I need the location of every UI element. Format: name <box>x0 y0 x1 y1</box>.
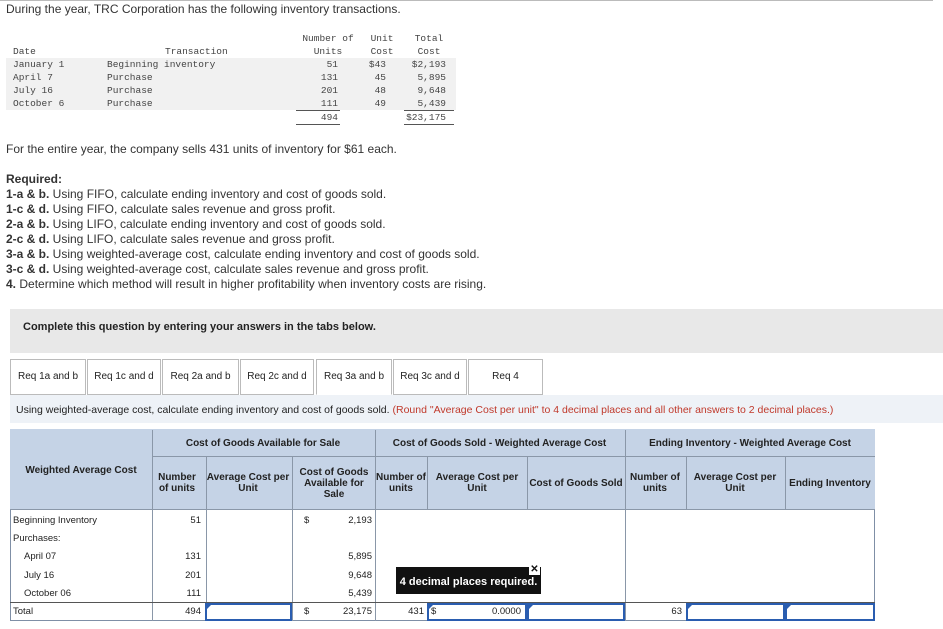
required-item-text: Using LIFO, calculate ending inventory and cost of goods sold. <box>49 217 386 231</box>
close-icon[interactable]: ✕ <box>530 564 539 575</box>
end-inventory-input[interactable] <box>785 603 875 621</box>
beginning-units: 51 <box>190 515 201 526</box>
grid-line <box>427 456 428 509</box>
required-list <box>6 187 486 292</box>
units-header-1: Number of <box>302 33 354 44</box>
transactions-table <box>0 0 943 130</box>
label-july: July 16 <box>24 570 55 581</box>
sold-dollar: $ <box>431 606 437 617</box>
grid-line <box>375 430 376 621</box>
october-units: 111 <box>186 588 201 599</box>
group-ending: Ending Inventory - Weighted Average Cost <box>649 437 851 449</box>
instruction-main: Using weighted-average cost, calculate ending inventory and cost of goods sold. <box>16 404 390 416</box>
row-unit-cost: 49 <box>374 98 386 109</box>
row-unit-cost: $43 <box>368 59 386 70</box>
col-number-of-units: Number of units <box>158 472 196 494</box>
input-flag <box>429 605 433 609</box>
required-item <box>6 187 486 202</box>
required-item-label: 2-a & b. <box>6 217 50 231</box>
row-total-cost: 5,895 <box>417 72 446 83</box>
required-item-label: 3-a & b. <box>6 247 50 261</box>
grid-line <box>152 456 875 457</box>
row-total-cost: $2,193 <box>411 59 446 70</box>
label-total: Total <box>13 606 34 617</box>
row-date: July 16 <box>13 85 53 96</box>
group-sold: Cost of Goods Sold - Weighted Average Cost <box>392 437 607 449</box>
total-cost-header-1: Total <box>414 33 444 44</box>
decimal-tooltip: 4 decimal places required. <box>396 567 541 594</box>
col-sold-number: Number of units <box>376 472 426 494</box>
label-beginning: Beginning Inventory <box>13 515 97 526</box>
instruction-text <box>16 404 833 416</box>
end-units-cell: 63 <box>671 606 682 617</box>
instruction-note: (Round "Average Cost per unit" to 4 decimal places and all other answers to 2 decimal places.) <box>392 404 834 416</box>
total-avg-cost-input[interactable] <box>205 603 292 621</box>
transaction-header: Transaction <box>165 46 228 57</box>
row-header: Weighted Average Cost <box>25 464 137 476</box>
label-october: October 06 <box>24 588 71 599</box>
tab-req-3a-b[interactable]: Req 3a and b <box>316 359 392 395</box>
required-item <box>6 217 486 232</box>
date-header: Date <box>13 46 36 57</box>
tab-req-2a-b[interactable]: Req 2a and b <box>162 359 239 395</box>
row-transaction: Purchase <box>107 85 153 96</box>
required-item <box>6 202 486 217</box>
required-item-text: Using FIFO, calculate sales revenue and gross profit. <box>49 202 336 216</box>
row-units: 111 <box>320 98 338 109</box>
col-sold-avg: Average Cost per Unit <box>435 472 519 494</box>
row-units: 51 <box>326 59 338 70</box>
required-item <box>6 247 486 262</box>
group-available: Cost of Goods Available for Sale <box>185 437 341 449</box>
total-dollar: $ <box>304 606 310 617</box>
label-purchases: Purchases: <box>13 533 61 544</box>
grid-line <box>292 456 293 621</box>
end-avg-cost-input[interactable] <box>686 603 785 621</box>
required-item-text: Using weighted-average cost, calculate sales revenue and gross profit. <box>49 262 429 276</box>
row-transaction: Purchase <box>107 72 153 83</box>
tab-req-2c-d[interactable]: Req 2c and d <box>240 359 314 395</box>
col-cogs: Cost of Goods Sold <box>529 477 623 489</box>
total-cost-header-2: Cost <box>417 46 441 57</box>
sold-avg-cost-input[interactable] <box>427 603 527 621</box>
row-units: 201 <box>320 85 338 96</box>
input-flag <box>529 605 533 609</box>
units-header-2: Units <box>313 46 343 57</box>
col-cogas: Cost of Goods Available for Sale <box>299 466 369 500</box>
total-cogas: 23,175 <box>342 606 372 617</box>
required-item-label: 2-c & d. <box>6 232 50 246</box>
cogs-input[interactable] <box>527 603 625 621</box>
unit-cost-header-2: Cost <box>370 46 394 57</box>
input-flag <box>688 605 692 609</box>
row-transaction: Purchase <box>107 98 153 109</box>
total-units: 494 <box>320 112 338 123</box>
grid-line <box>785 456 786 509</box>
input-flag <box>787 605 791 609</box>
grid-line <box>10 509 875 510</box>
units-underline <box>296 110 340 111</box>
tab-req-4[interactable]: Req 4 <box>468 359 543 395</box>
col-end-inv: Ending Inventory <box>789 477 871 489</box>
intro-text: During the year, TRC Corporation has the following inventory transactions. <box>6 2 401 16</box>
row-total-cost: 5,439 <box>417 98 446 109</box>
unit-cost-header-1: Unit <box>370 33 394 44</box>
required-item-text: Determine which method will result in higher profitability when inventory costs are rising. <box>16 277 487 291</box>
row-date: January 1 <box>13 59 65 70</box>
col-end-avg: Average Cost per Unit <box>693 472 777 494</box>
required-item-text: Using LIFO, calculate sales revenue and gross profit. <box>49 232 335 246</box>
required-item <box>6 232 486 247</box>
label-april: April 07 <box>24 551 57 562</box>
required-item-label: 3-c & d. <box>6 262 50 276</box>
cost-double-underline <box>404 124 454 125</box>
tab-req-1c-d[interactable]: Req 1c and d <box>87 359 161 395</box>
sells-text: For the entire year, the company sells 431 units of inventory for $61 each. <box>6 142 397 156</box>
input-flag <box>207 605 211 609</box>
complete-instruction: Complete this question by entering your answers in the tabs below. <box>23 321 376 333</box>
row-date: April 7 <box>13 72 53 83</box>
total-cost: $23,175 <box>406 112 446 123</box>
tab-req-3c-d[interactable]: Req 3c and d <box>393 359 467 395</box>
col-avg-cost-per-unit: Average Cost per Unit <box>206 472 290 494</box>
sold-units-cell: 431 <box>408 606 424 617</box>
sold-avg-value: 0.0000 <box>491 606 521 617</box>
col-end-number: Number of units <box>630 472 680 494</box>
beginning-dollar: $ <box>304 515 310 526</box>
required-item-text: Using FIFO, calculate ending inventory and cost of goods sold. <box>49 187 387 201</box>
beginning-cost: 2,193 <box>348 515 372 526</box>
grid-line <box>686 456 687 509</box>
required-item <box>6 262 486 277</box>
row-total-cost: 9,648 <box>417 85 446 96</box>
required-item-label: 1-c & d. <box>6 202 50 216</box>
required-item-text: Using weighted-average cost, calculate ending inventory and cost of goods sold. <box>49 247 480 261</box>
row-units: 131 <box>320 72 338 83</box>
july-cost: 9,648 <box>348 570 372 581</box>
row-unit-cost: 45 <box>374 72 386 83</box>
required-title: Required: <box>6 172 63 186</box>
grid-line <box>625 430 626 621</box>
row-date: October 6 <box>13 98 65 109</box>
july-units: 201 <box>185 570 201 581</box>
grid-line <box>527 456 528 509</box>
cost-underline <box>404 110 454 111</box>
required-item <box>6 277 486 292</box>
grid-line <box>206 456 207 621</box>
required-item-label: 1-a & b. <box>6 187 50 201</box>
required-item-label: 4. <box>6 277 17 291</box>
april-units: 131 <box>185 551 201 562</box>
october-cost: 5,439 <box>348 588 372 599</box>
units-double-underline <box>296 124 340 125</box>
row-transaction: Beginning inventory <box>107 59 216 70</box>
tab-req-1a-b[interactable]: Req 1a and b <box>10 359 86 395</box>
total-units-cell: 494 <box>185 606 201 617</box>
april-cost: 5,895 <box>348 551 372 562</box>
row-unit-cost: 48 <box>374 85 386 96</box>
